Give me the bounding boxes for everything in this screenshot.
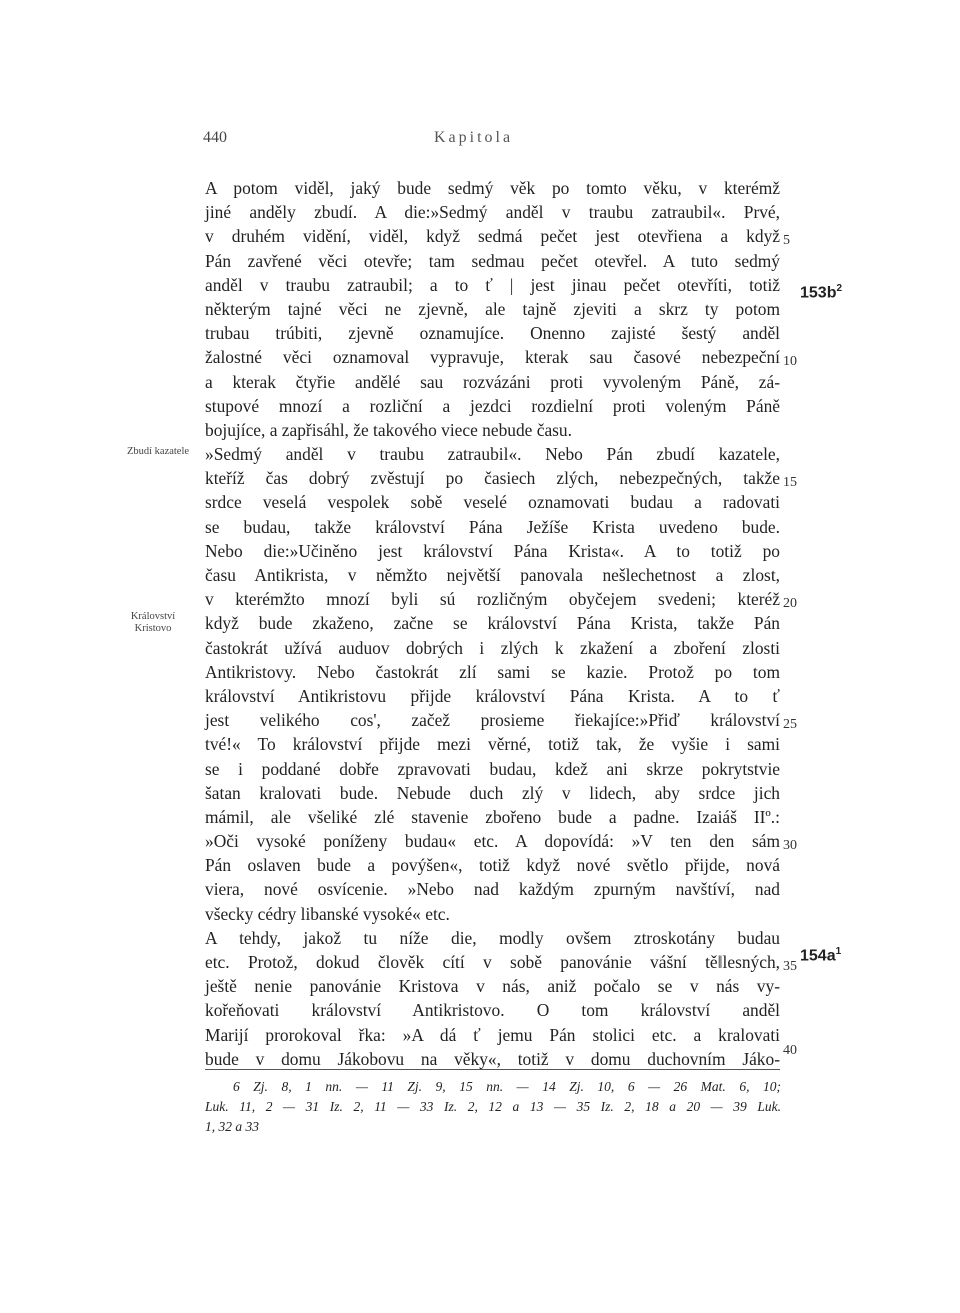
text-line: času Antikrista, v němžto největší panovala nešlechetnost a zlost, (205, 565, 780, 585)
text-line: etc. Protož, dokud člověk cítí v sobě panovánie vášní tě‖lesných, (205, 952, 780, 972)
text-line: Nebo die:»Učiněno jest království Pána Krista«. A to totiž po (205, 540, 780, 561)
text-line: Pán zavřené věci otevře; tam sedmau pečet otevřel. A tuto sedmý (205, 250, 780, 271)
text-line: A potom viděl, jaký bude sedmý věk po tomto věku, v kterémž (205, 178, 780, 198)
text-line: Marijí prorokoval řka: »A dá ť jemu Pán stolici etc. a kralovati (205, 1024, 780, 1045)
page-number: 440 (203, 129, 227, 146)
text-line: některým tajné věci ne zjevně, ale tajně zjeviti a skrz ty potom (205, 298, 780, 319)
text-line: království Antikristovu přijde království Pána Krista. A to ť (205, 685, 780, 706)
footnote-line: 1, 32 a 33 (205, 1119, 259, 1134)
text-line: bude v domu Jákobovu na věky«, totiž v domu duchovním Jáko- (205, 1048, 780, 1069)
text-line: žalostné věci oznamoval vypravuje, kterak sau časové nebezpeční (205, 347, 780, 368)
line-number: 40 (783, 1043, 797, 1058)
text-line: A tehdy, jakož tu níže die, modly ovšem ztroskotány budau (205, 927, 780, 948)
text-line: »Oči vysoké poníženy budau« etc. A dopovídá: »V ten den sám (205, 831, 780, 852)
text-line: viera, nové osvícenie. »Nebo nad každým zpurným navštíví, nad (205, 879, 780, 900)
text-line: anděl v traubu zatraubil; a to ť | jest jinau pečet otevříti, totiž (205, 274, 780, 295)
footnote-line: Luk. 11, 2 — 31 Iz. 2, 11 — 33 Iz. 2, 12 a 13 — 35 Iz. 2, 18 a 20 — 39 Luk. (205, 1099, 781, 1114)
margin-note-text: Království (130, 611, 176, 622)
text-line: bojujíce, a zapřisáhl, že takového viece nebude času. (205, 419, 572, 440)
folio-mark-154a1 (800, 946, 841, 965)
main-text (205, 176, 780, 1071)
text-line: jest velikého cos', začež prosieme řiekajíce:»Přiď království (205, 710, 780, 731)
line-number: 20 (783, 596, 797, 611)
text-line: ještě nenie panovánie Kristova v nás, aniž počalo se v nás vy- (205, 976, 780, 997)
running-title: Kapitola (434, 129, 514, 146)
margin-note-zbudi-kazatele (116, 446, 200, 458)
line-number: 25 (783, 717, 797, 732)
text-line: mámil, ale všeliké zlé stavenie zbořeno bude a padne. Izaiáš IIº.: (205, 806, 780, 827)
folio-superscript: 1 (835, 946, 842, 957)
footnote-line: 6 Zj. 8, 1 nn. — 11 Zj. 9, 15 nn. — 14 Zj. 10, 6 — 26 Mat. 6, 10; (233, 1079, 781, 1094)
text-line: Antikristovy. Nebo častokrát zlí sami se kazie. Protož po tom (205, 661, 780, 682)
text-line: častokrát užívá auduov dobrých i zlých k zkažení a zboření zlosti (205, 637, 780, 658)
line-number: 15 (783, 475, 797, 490)
line-number: 35 (783, 959, 797, 974)
text-line: srdce veselá vespolek sobě veselé oznamovati budau a radovati (205, 492, 780, 513)
text-line: trubau trúbiti, zjevně oznamujíce. Onenno zajisté šestý anděl (205, 323, 780, 344)
footnotes-continued (205, 1097, 781, 1137)
line-number: 5 (783, 233, 790, 248)
text-line: když bude zkaženo, začne se království Pána Krista, takže Pán (205, 613, 780, 634)
margin-note-text: Zbudí kazatele (126, 446, 190, 457)
margin-note-kralovstvie-kristovo (120, 611, 186, 635)
folio-base: 153b (800, 284, 837, 302)
line-number: 10 (783, 354, 797, 369)
text-line: všecky cédry libanské vysoké« etc. (205, 903, 450, 924)
text-line: v druhém vidění, viděl, když sedmá pečet jest otevřiena a když (205, 226, 780, 247)
footnote-rule (205, 1069, 780, 1070)
text-line: se budau, takže království Pána Ježíše Krista uvedeno bude. (205, 516, 780, 537)
footnotes (233, 1077, 781, 1097)
margin-note-text: Kristovo (134, 623, 172, 634)
text-line: kořeňovati království Antikristovo. O tom království anděl (205, 1000, 780, 1021)
text-line: šatan kralovati bude. Nebude duch zlý v lidech, aby srdce jich (205, 782, 780, 803)
page-header (0, 129, 960, 153)
text-line: stupové mnozí a rozliční a jezdci rozdielní proti voleným Páně (205, 395, 780, 416)
text-line: Pán oslaven bude a povýšen«, totiž když nové světlo přijde, nová (205, 855, 780, 876)
text-line: tvé!« To království přijde mezi věrné, totiž tak, že vyšie i sami (205, 734, 780, 755)
folio-base: 154a (800, 947, 836, 965)
folio-mark-153b2 (800, 283, 842, 302)
text-line: a kterak čtyřie andělé sau rozvázáni proti vyvoleným Páně, zá- (205, 371, 780, 392)
text-line: »Sedmý anděl v traubu zatraubil«. Nebo Pán zbudí kazatele, (205, 444, 780, 465)
text-line: jiné anděly zbudí. A die:»Sedmý anděl v traubu zatraubil«. Prvé, (205, 202, 780, 223)
folio-superscript: 2 (836, 283, 843, 294)
text-line: se i poddané dobře zpravovati budau, kdež ani skrze pokrytstvie (205, 758, 780, 779)
line-number: 30 (783, 838, 797, 853)
text-line: v kterémžto mnozí byli sú rozličným obyčejem svedeni; kteréž (205, 589, 780, 610)
text-line: kteříž čas dobrý zvěstují po časiech zlých, nebezpečných, takže (205, 468, 780, 489)
